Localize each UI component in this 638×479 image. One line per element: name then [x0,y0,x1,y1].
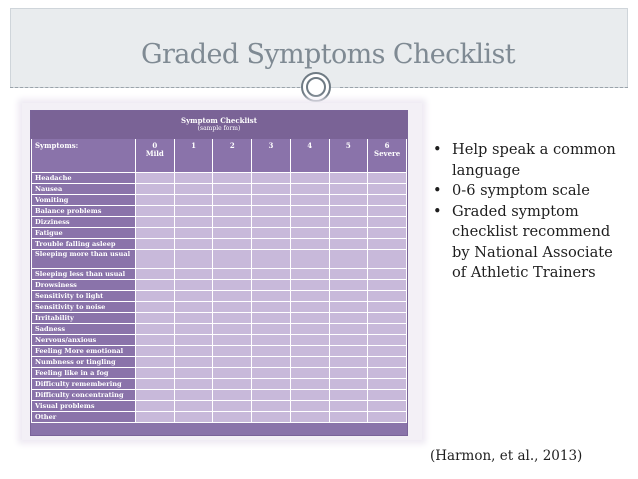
rating-cell [136,239,175,250]
table-row [32,401,407,412]
symptom-name: Sensitivity to noise [32,302,136,313]
rating-cell [174,280,213,291]
rating-cell [213,313,252,324]
rating-cell [136,324,175,335]
rating-cell [252,195,291,206]
symptom-name: Feeling More emotional [32,346,136,357]
symptom-name: Vomiting [32,195,136,206]
rating-cell [252,368,291,379]
rating-cell [368,412,407,423]
scale-header-2 [213,139,252,173]
rating-cell [174,335,213,346]
symptom-name: Irritability [32,313,136,324]
rating-cell [213,379,252,390]
rating-cell [290,346,329,357]
symptom-name: Sadness [32,324,136,335]
rating-cell [213,217,252,228]
rating-cell [136,291,175,302]
checklist-subcaption: (sample form) [197,125,241,132]
table-row [32,217,407,228]
rating-cell [136,335,175,346]
rating-cell [290,228,329,239]
slide-title: Graded Symptoms Checklist [141,39,515,70]
rating-cell [368,217,407,228]
symptom-name: Fatigue [32,228,136,239]
rating-cell [252,228,291,239]
rating-cell [213,390,252,401]
rating-cell [213,228,252,239]
table-row [32,280,407,291]
scale-header-5 [329,139,368,173]
rating-cell [252,291,291,302]
rating-cell [329,324,368,335]
rating-cell [329,173,368,184]
rating-cell [213,269,252,280]
rating-cell [252,184,291,195]
rating-cell [174,368,213,379]
rating-cell [252,412,291,423]
rating-cell [136,313,175,324]
rating-cell [329,379,368,390]
symptom-name: Balance problems [32,206,136,217]
rating-cell [329,368,368,379]
symptom-name: Dizziness [32,217,136,228]
rating-cell [213,412,252,423]
table-row [32,346,407,357]
rating-cell [213,335,252,346]
rating-cell [252,313,291,324]
table-row [32,302,407,313]
rating-cell [329,291,368,302]
rating-cell [368,302,407,313]
rating-cell [252,206,291,217]
rating-cell [290,239,329,250]
symptom-name: Sleeping less than usual [32,269,136,280]
rating-cell [174,195,213,206]
table-row [32,173,407,184]
rating-cell [174,302,213,313]
rating-cell [329,250,368,269]
rating-cell [329,195,368,206]
scale-header-3 [252,139,291,173]
symptom-name: Sensitivity to light [32,291,136,302]
table-row [32,195,407,206]
rating-cell [329,280,368,291]
rating-cell [252,302,291,313]
rating-cell [213,239,252,250]
scale-header-4 [290,139,329,173]
rating-cell [136,217,175,228]
rating-cell [174,250,213,269]
rating-cell [329,228,368,239]
rating-cell [136,412,175,423]
symptom-name: Numbness or tingling [32,357,136,368]
scale-number: 6 [384,141,390,150]
rating-cell [290,184,329,195]
rating-cell [174,206,213,217]
rating-cell [329,401,368,412]
table-row [32,324,407,335]
rating-cell [174,184,213,195]
checklist-caption [32,112,407,139]
rating-cell [290,206,329,217]
table-row [32,313,407,324]
rating-cell [252,217,291,228]
bullet-list [430,140,630,284]
rating-cell [213,195,252,206]
rating-cell [329,184,368,195]
rating-cell [252,335,291,346]
rating-cell [136,184,175,195]
rating-cell [290,302,329,313]
rating-cell [290,324,329,335]
symptom-name: Drowsiness [32,280,136,291]
scale-number: 5 [345,141,351,150]
rating-cell [174,357,213,368]
circle-ornament-icon [301,72,331,102]
bullet-item: • Help speak a common language [430,140,630,181]
table-row [32,269,407,280]
rating-cell [368,401,407,412]
scale-word: Mild [145,149,164,158]
rating-cell [368,335,407,346]
rating-cell [290,390,329,401]
scale-number: 1 [191,141,196,150]
rating-cell [174,401,213,412]
rating-cell [174,173,213,184]
rating-cell [213,401,252,412]
rating-cell [290,357,329,368]
rating-cell [174,412,213,423]
rating-cell [174,346,213,357]
table-row [32,390,407,401]
checklist-caption-row [32,112,407,139]
table-row [32,368,407,379]
rating-cell [136,401,175,412]
rating-cell [368,368,407,379]
table-row [32,228,407,239]
symptom-name: Visual problems [32,401,136,412]
rating-cell [329,217,368,228]
rating-cell [368,313,407,324]
symptoms-header: Symptoms: [32,139,136,173]
rating-cell [368,357,407,368]
scale-header-6 [368,139,407,173]
rating-cell [136,195,175,206]
rating-cell [252,269,291,280]
rating-cell [252,250,291,269]
table-row [32,379,407,390]
rating-cell [290,401,329,412]
scale-number: 3 [268,141,274,150]
rating-cell [290,368,329,379]
rating-cell [213,184,252,195]
scale-number: 0 [152,141,158,150]
symptom-name: Trouble falling asleep [32,239,136,250]
rating-cell [329,357,368,368]
bullet-item: • Graded symptom checklist recommend by National Associate of Athletic Trainers [430,202,630,284]
rating-cell [252,346,291,357]
symptom-name: Nervous/anxious [32,335,136,346]
rating-cell [174,291,213,302]
rating-cell [252,173,291,184]
rating-cell [329,390,368,401]
symptom-name: Difficulty concentrating [32,390,136,401]
symptom-name: Feeling like in a fog [32,368,136,379]
rating-cell [252,401,291,412]
rating-cell [136,280,175,291]
rating-cell [368,280,407,291]
scale-header-0 [136,139,175,173]
table-row [32,291,407,302]
rating-cell [368,324,407,335]
rating-cell [329,412,368,423]
divider-line-right [340,87,628,88]
rating-cell [136,390,175,401]
rating-cell [213,357,252,368]
rating-cell [368,206,407,217]
rating-cell [174,228,213,239]
rating-cell [368,173,407,184]
rating-cell [252,390,291,401]
rating-cell [174,379,213,390]
rating-cell [213,280,252,291]
symptom-name: Nausea [32,184,136,195]
rating-cell [213,173,252,184]
rating-cell [136,368,175,379]
symptom-name: Other [32,412,136,423]
table-row [32,184,407,195]
table-row [32,239,407,250]
rating-cell [368,250,407,269]
rating-cell [136,269,175,280]
checklist-header-row [32,139,407,173]
table-row [32,335,407,346]
rating-cell [329,206,368,217]
rating-cell [213,291,252,302]
rating-cell [290,379,329,390]
rating-cell [213,302,252,313]
rating-cell [213,250,252,269]
rating-cell [252,379,291,390]
rating-cell [368,379,407,390]
rating-cell [136,173,175,184]
rating-cell [213,346,252,357]
rating-cell [213,368,252,379]
rating-cell [368,346,407,357]
rating-cell [174,313,213,324]
rating-cell [329,313,368,324]
rating-cell [329,302,368,313]
checklist-caption-text: Symptom Checklist [181,116,257,125]
bullet-item: • 0-6 symptom scale [430,181,630,202]
rating-cell [252,324,291,335]
table-row [32,206,407,217]
table-row [32,357,407,368]
rating-cell [329,346,368,357]
rating-cell [290,173,329,184]
rating-cell [368,291,407,302]
rating-cell [290,195,329,206]
rating-cell [252,280,291,291]
rating-cell [329,269,368,280]
rating-cell [136,206,175,217]
table-row [32,412,407,423]
rating-cell [290,250,329,269]
scale-word: Severe [374,149,401,158]
rating-cell [290,313,329,324]
rating-cell [213,206,252,217]
rating-cell [213,324,252,335]
rating-cell [329,239,368,250]
rating-cell [290,269,329,280]
symptom-checklist-table [31,111,407,423]
rating-cell [368,184,407,195]
citation: (Harmon, et al., 2013) [430,448,583,464]
rating-cell [252,239,291,250]
symptom-name: Sleeping more than usual [32,250,136,269]
divider-line-left [10,87,305,88]
table-row [32,250,407,269]
rating-cell [174,269,213,280]
rating-cell [290,280,329,291]
rating-cell [368,390,407,401]
symptom-name: Headache [32,173,136,184]
rating-cell [368,239,407,250]
rating-cell [290,412,329,423]
rating-cell [174,217,213,228]
rating-cell [136,302,175,313]
rating-cell [368,228,407,239]
symptom-checklist-form [30,110,408,436]
rating-cell [252,357,291,368]
rating-cell [174,390,213,401]
rating-cell [174,239,213,250]
rating-cell [368,195,407,206]
scale-header-1 [174,139,213,173]
scale-number: 4 [307,141,313,150]
symptom-name: Difficulty remembering [32,379,136,390]
rating-cell [136,346,175,357]
rating-cell [136,379,175,390]
rating-cell [368,269,407,280]
rating-cell [136,357,175,368]
rating-cell [136,250,175,269]
rating-cell [329,335,368,346]
rating-cell [290,335,329,346]
scale-number: 2 [229,141,235,150]
rating-cell [174,324,213,335]
rating-cell [290,291,329,302]
rating-cell [290,217,329,228]
rating-cell [136,228,175,239]
